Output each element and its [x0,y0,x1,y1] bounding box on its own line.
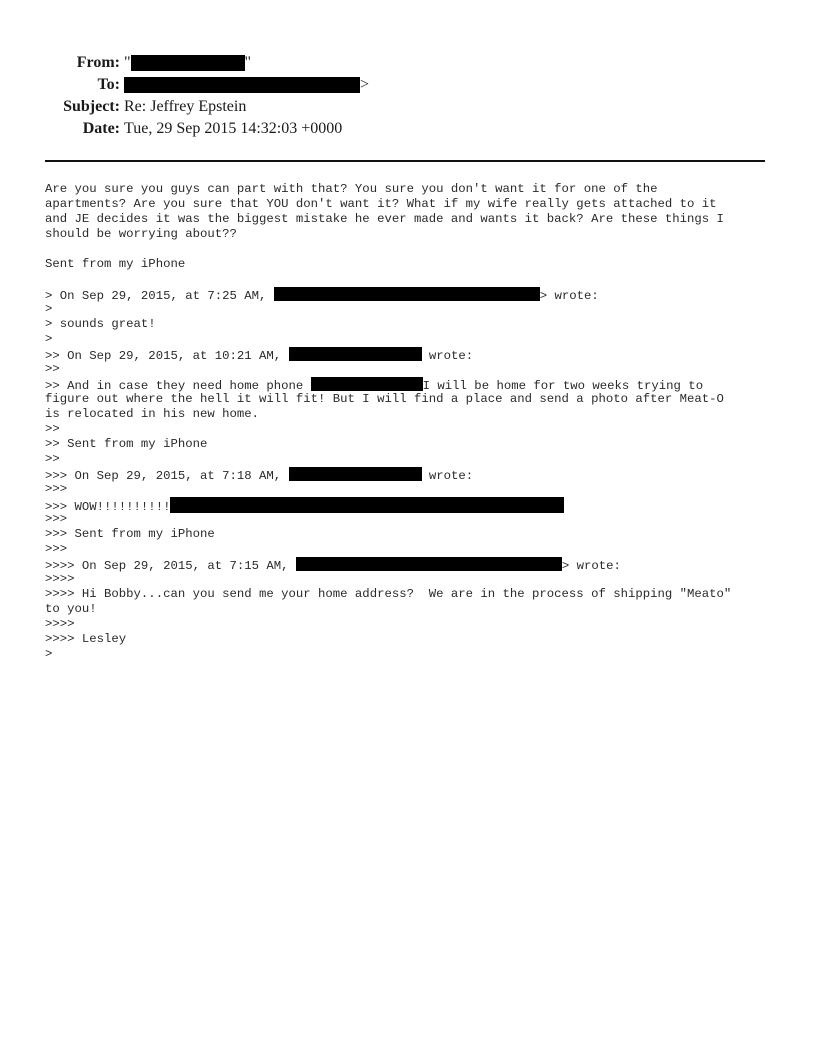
quote-line: > sounds great! [45,317,156,331]
quote-line: >>> [45,512,68,526]
subject-row [0,96,816,118]
quote-on-text: >>> On Sep 29, 2015, at 7:18 AM, [45,469,289,483]
quote-on-text: >> On Sep 29, 2015, at 10:21 AM, [45,349,289,363]
quote-header-line [45,467,785,482]
email-body [45,182,785,662]
body-line: apartments? Are you sure that YOU don't want it? What if my wife really gets attached to it [45,197,717,211]
quote-wrote-text: > wrote: [561,559,621,573]
quote-on-text: >>>> On Sep 29, 2015, at 7:15 AM, [45,559,296,573]
body-line: should be worrying about?? [45,227,237,241]
redaction-block [311,377,423,391]
quote-line: >> Sent from my iPhone [45,437,208,451]
subject-label: Subject: [63,98,120,115]
blank-line [45,242,785,257]
header-divider [45,160,765,162]
date-value: Tue, 29 Sep 2015 14:32:03 +0000 [124,120,343,137]
quote-line: >> [45,452,60,466]
redaction-block [274,287,540,301]
quote-header-line [45,347,785,362]
quote-line [45,497,785,512]
redaction-block [131,55,245,71]
quote-text: >> And in case they need home phone [45,379,311,393]
quote-line [45,377,785,392]
quote-header-line [45,557,785,572]
redaction-block [170,497,564,513]
redaction-block [296,557,562,571]
quote-line: >>>> [45,572,75,586]
from-row [0,52,816,74]
quote-line: > [45,302,53,316]
angle-close: > [360,76,370,93]
blank-line [45,272,785,287]
quote-line: >>>> [45,617,75,631]
quote-line: > [45,332,53,346]
quote-open: " [124,54,131,71]
quote-line: >> [45,362,60,376]
quote-wrote-text: wrote: [421,469,474,483]
signature-line: Sent from my iPhone [45,257,186,271]
redaction-block [289,347,422,361]
body-line: Are you sure you guys can part with that? You sure you don't want it for one of the [45,182,658,196]
redaction-block [289,467,422,481]
quote-line: >>> Sent from my iPhone [45,527,215,541]
date-row [0,118,816,140]
from-label: From: [76,54,120,71]
quote-line: >>>> Lesley [45,632,127,646]
quote-line: figure out where the hell it will fit! But I will find a place and send a photo after Meat-O [45,392,724,406]
date-label: Date: [82,120,120,137]
quote-line: >>> [45,542,68,556]
quote-on-text: > On Sep 29, 2015, at 7:25 AM, [45,289,274,303]
quote-wrote-text: > wrote: [539,289,599,303]
quote-text: I will be home for two weeks trying to [422,379,704,393]
quote-close: " [244,54,252,71]
from-value [124,52,251,74]
quote-line: > [45,647,53,661]
email-header [0,52,816,140]
to-label: To: [97,76,120,93]
quote-line: to you! [45,602,97,616]
quote-header-line [45,287,785,302]
quote-line: >>>> Hi Bobby...can you send me your home address? We are in the process of shipping "Meato" [45,587,732,601]
to-value [124,74,369,96]
to-row [0,74,816,96]
body-line: and JE decides it was the biggest mistake he ever made and wants it back? Are these things I [45,212,724,226]
quote-text: >>> WOW!!!!!!!!!! [45,500,171,514]
quote-line: >>> [45,482,68,496]
quote-wrote-text: wrote: [421,349,474,363]
redaction-block [124,77,360,93]
quote-line: >> [45,422,60,436]
quote-line: is relocated in his new home. [45,407,260,421]
subject-value: Re: Jeffrey Epstein [124,98,247,115]
